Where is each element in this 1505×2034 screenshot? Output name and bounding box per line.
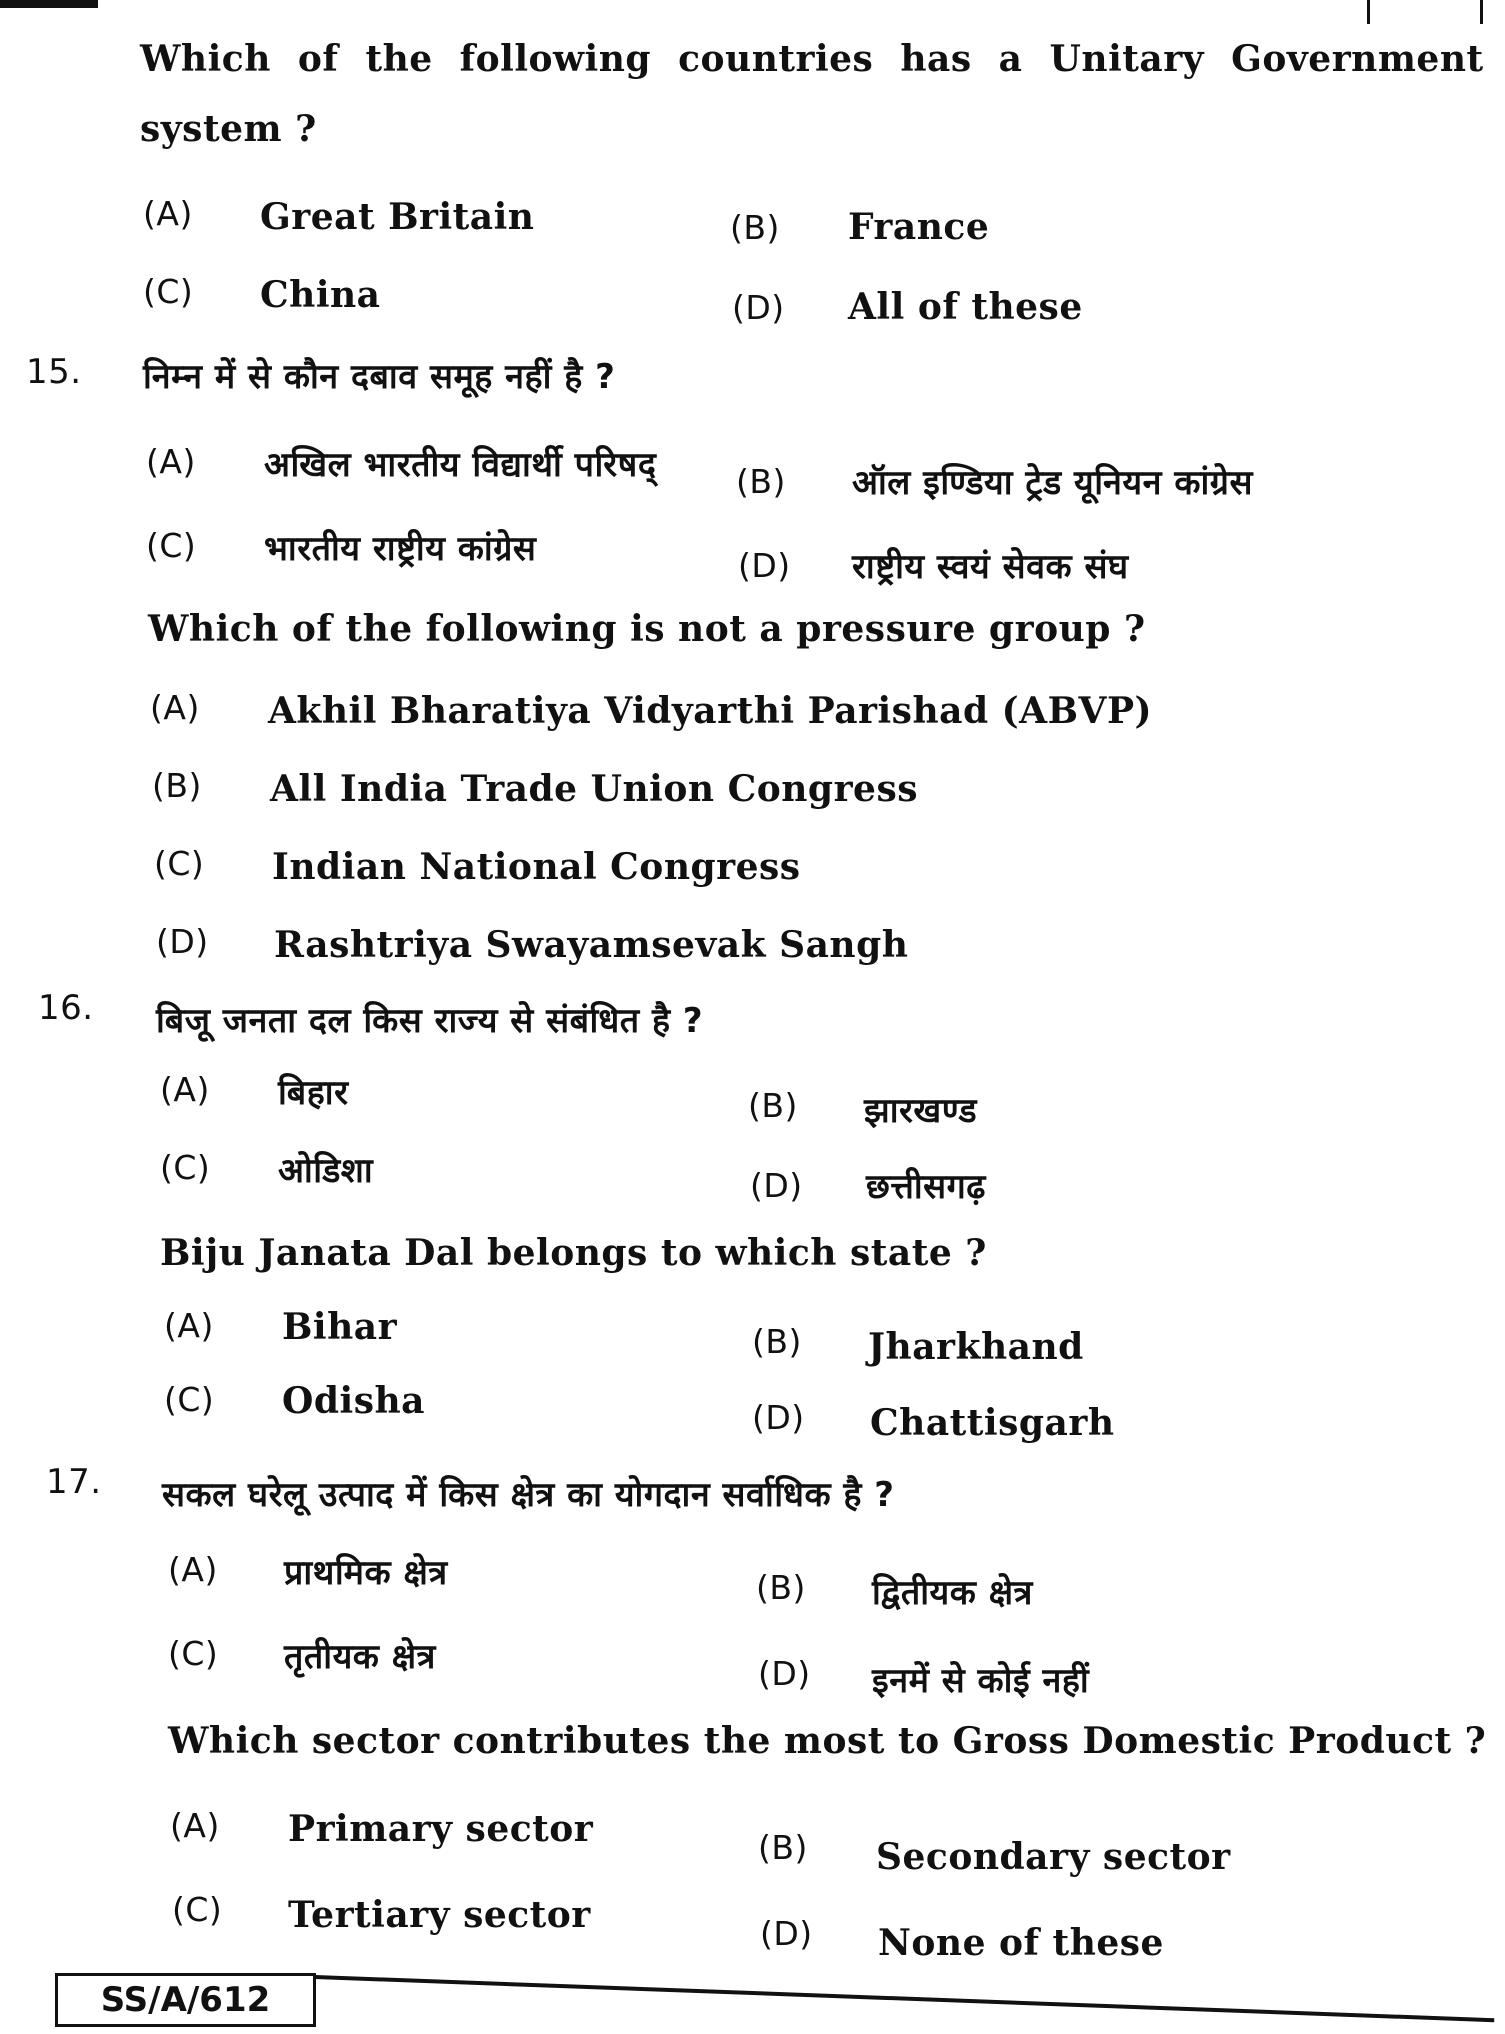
q16-number: 16. <box>38 988 94 1028</box>
q16-hi-option-a-label: (A) <box>160 1070 210 1109</box>
q14-option-c: China <box>260 274 381 316</box>
q16-option-d-label: (D) <box>752 1398 805 1437</box>
q17-hi-option-b-label: (B) <box>756 1568 806 1607</box>
q16-option-c: Odisha <box>282 1380 425 1422</box>
q14-option-b: France <box>848 206 990 248</box>
q14-option-c-label: (C) <box>143 272 194 311</box>
footer-rule <box>315 1975 1494 2022</box>
q17-number: 17. <box>46 1462 102 1502</box>
q17-hi-option-c-label: (C) <box>168 1634 219 1673</box>
q15-option-a: Akhil Bharatiya Vidyarthi Parishad (ABVP) <box>268 690 1153 732</box>
q15-hi-option-a-label: (A) <box>146 442 196 481</box>
q16-hi-option-c-label: (C) <box>160 1148 211 1187</box>
q14-question-cont: system ? <box>140 108 317 150</box>
q15-hi-option-a: अखिल भारतीय विद्यार्थी परिषद् <box>264 445 657 485</box>
q17-option-c-label: (C) <box>172 1890 223 1929</box>
q17-question-hindi: सकल घरेलू उत्पाद में किस क्षेत्र का योगदान सर्वाधिक है ? <box>162 1475 895 1515</box>
q15-option-b: All India Trade Union Congress <box>270 768 918 810</box>
q17-option-b: Secondary sector <box>876 1836 1231 1878</box>
q17-hi-option-a: प्राथमिक क्षेत्र <box>284 1553 448 1593</box>
q16-hi-option-a: बिहार <box>278 1073 349 1113</box>
q17-option-a-label: (A) <box>170 1806 220 1845</box>
q17-hi-option-d-label: (D) <box>758 1654 811 1693</box>
q16-option-c-label: (C) <box>164 1380 215 1419</box>
q16-hi-option-d: छत्तीसगढ़ <box>866 1167 986 1207</box>
q17-option-c: Tertiary sector <box>288 1894 591 1936</box>
q15-hi-option-d: राष्ट्रीय स्वयं सेवक संघ <box>852 547 1129 587</box>
q15-hi-option-b-label: (B) <box>736 462 786 501</box>
q17-hi-option-d: इनमें से कोई नहीं <box>872 1661 1090 1701</box>
q15-question: Which of the following is not a pressure group ? <box>148 608 1146 650</box>
q14-question: Which of the following countries has a Unitary Government <box>140 38 1484 80</box>
q16-option-a: Bihar <box>282 1306 398 1348</box>
q15-option-c-label: (C) <box>154 844 205 883</box>
q15-option-d: Rashtriya Swayamsevak Sangh <box>274 924 909 966</box>
q15-question-hindi: निम्न में से कौन दबाव समूह नहीं है ? <box>143 357 616 397</box>
q17-hi-option-a-label: (A) <box>168 1550 218 1589</box>
q14-option-b-label: (B) <box>730 208 780 247</box>
q17-option-d-label: (D) <box>760 1914 813 1953</box>
q16-question: Biju Janata Dal belongs to which state ? <box>160 1232 987 1274</box>
q14-option-d-label: (D) <box>732 288 785 327</box>
q15-option-b-label: (B) <box>152 766 202 805</box>
page-number-bracket <box>1367 0 1483 24</box>
q16-option-b: Jharkhand <box>868 1326 1084 1368</box>
q16-hi-option-c: ओडिशा <box>278 1151 374 1191</box>
paper-code-box: SS/A/612 <box>55 1973 316 2027</box>
q15-hi-option-d-label: (D) <box>738 546 791 585</box>
q17-option-b-label: (B) <box>758 1828 808 1867</box>
q15-option-d-label: (D) <box>156 922 209 961</box>
q16-option-b-label: (B) <box>752 1322 802 1361</box>
q17-hi-option-c: तृतीयक क्षेत्र <box>284 1637 436 1677</box>
q15-hi-option-c-label: (C) <box>146 526 197 565</box>
q17-option-d: None of these <box>878 1922 1164 1964</box>
q17-option-a: Primary sector <box>288 1808 594 1850</box>
q15-hi-option-c: भारतीय राष्ट्रीय कांग्रेस <box>264 529 537 569</box>
q15-option-c: Indian National Congress <box>272 846 801 888</box>
q14-option-d: All of these <box>848 286 1083 328</box>
q15-hi-option-b: ऑल इण्डिया ट्रेड यूनियन कांग्रेस <box>852 463 1253 503</box>
q16-option-d: Chattisgarh <box>870 1402 1115 1444</box>
q15-number: 15. <box>26 352 82 392</box>
q14-option-a-label: (A) <box>143 194 193 233</box>
q16-hi-option-d-label: (D) <box>750 1166 803 1205</box>
q17-question: Which sector contributes the most to Gross Domestic Product ? <box>168 1720 1487 1762</box>
q16-option-a-label: (A) <box>164 1306 214 1345</box>
q16-hi-option-b-label: (B) <box>748 1086 798 1125</box>
q15-option-a-label: (A) <box>150 688 200 727</box>
q14-option-a: Great Britain <box>260 196 535 238</box>
q16-question-hindi: बिजू जनता दल किस राज्य से संबंधित है ? <box>156 1001 704 1041</box>
q17-hi-option-b: द्वितीयक क्षेत्र <box>872 1573 1033 1613</box>
q16-hi-option-b: झारखण्ड <box>864 1091 978 1131</box>
scan-corner-mark <box>0 0 98 8</box>
